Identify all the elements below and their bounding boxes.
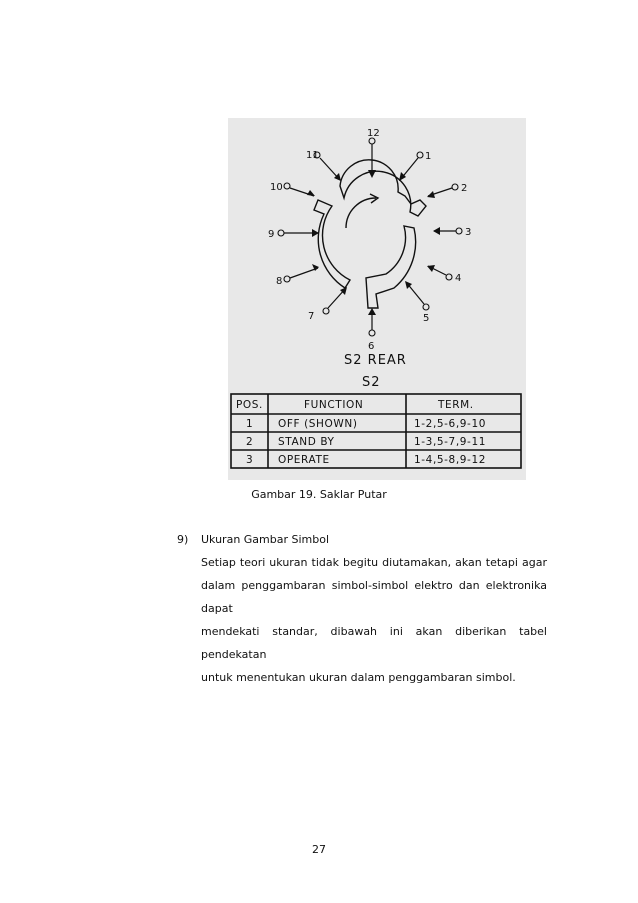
terminal-6-label: 6 — [368, 341, 375, 352]
switch-segment-top — [340, 160, 426, 216]
section-9 — [177, 528, 547, 689]
section-title: Ukuran Gambar Simbol — [201, 533, 330, 546]
paragraph-line: mendekati standar, dibawah ini akan diberikan tabel pendekatan — [201, 625, 547, 661]
terminal-3-label: 3 — [465, 227, 472, 238]
paragraph-line: dalam penggambaran simbol-simbol elektro dan elektronika dapat — [201, 579, 547, 615]
table-cell-function: OPERATE — [278, 454, 330, 466]
section-paragraph — [201, 551, 547, 689]
terminal-5-label: 5 — [423, 313, 430, 324]
table-cell-pos: 2 — [246, 436, 254, 448]
table-header-function: FUNCTION — [304, 399, 364, 411]
terminal-10-label: 10 — [270, 182, 283, 193]
diagram-label: S2 REAR — [344, 353, 407, 368]
figure-caption: Gambar 19. Saklar Putar — [251, 488, 387, 501]
paragraph-line: Setiap teori ukuran tidak begitu diutamakan, akan tetapi agar — [201, 556, 547, 569]
section-number: 9) — [177, 533, 189, 546]
table-cell-function: STAND BY — [278, 436, 335, 448]
terminal-9-label: 9 — [268, 229, 275, 240]
page-number: 27 — [312, 843, 326, 856]
terminal-1-label: 1 — [425, 151, 432, 162]
terminal-4-label: 4 — [455, 273, 462, 284]
terminal-2-label: 2 — [461, 183, 468, 194]
table-header-pos: POS. — [236, 399, 263, 411]
switch-segment-left — [314, 200, 350, 288]
rotary-switch-figure — [228, 118, 526, 480]
paragraph-line: untuk menentukan ukuran dalam penggambaran simbol. — [201, 671, 516, 684]
table-cell-function: OFF (SHOWN) — [278, 418, 358, 430]
switch-segment-right — [366, 226, 416, 308]
table-cell-pos: 3 — [246, 454, 254, 466]
table-cell-term: 1-2,5-6,9-10 — [414, 418, 487, 430]
table-cell-term: 1-4,5-8,9-12 — [414, 454, 487, 466]
table-cell-pos: 1 — [246, 418, 254, 430]
rotary-switch-diagram — [228, 118, 526, 480]
terminal-11-label: 11 — [306, 150, 319, 161]
table-title: S2 — [362, 375, 381, 390]
terminal-8-label: 8 — [276, 276, 283, 287]
table-cell-term: 1-3,5-7,9-11 — [414, 436, 487, 448]
table-header-term: TERM. — [438, 399, 474, 411]
terminal-12-label: 12 — [367, 128, 380, 139]
terminal-7-label: 7 — [308, 311, 315, 322]
section-heading — [177, 528, 547, 551]
